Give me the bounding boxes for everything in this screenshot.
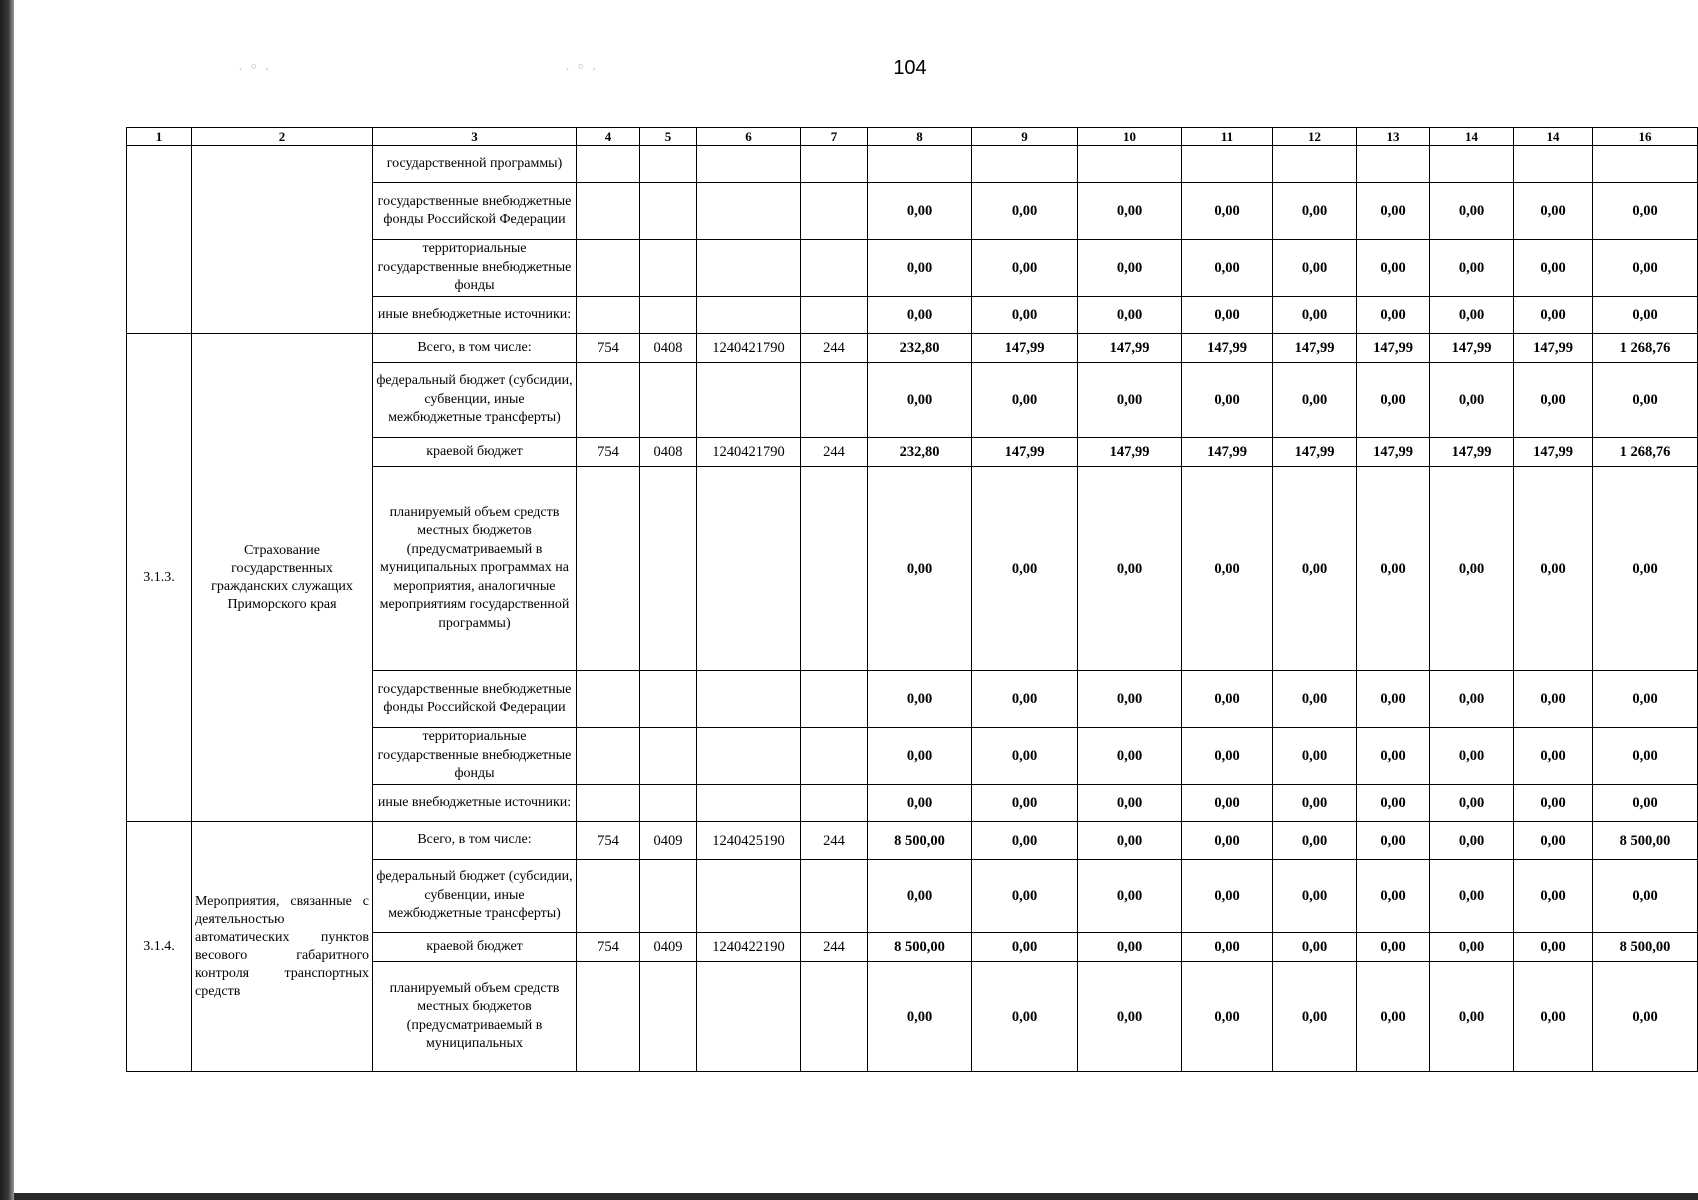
target-article-code bbox=[697, 785, 801, 822]
section-code: 0408 bbox=[640, 438, 697, 467]
amount-cell: 0,00 bbox=[1430, 728, 1514, 785]
amount-cell: 0,00 bbox=[972, 183, 1078, 240]
amount-cell: 0,00 bbox=[1514, 240, 1593, 297]
amount-cell bbox=[1273, 146, 1357, 183]
amount-cell: 0,00 bbox=[1514, 363, 1593, 438]
amount-cell: 147,99 bbox=[1357, 438, 1430, 467]
amount-cell: 0,00 bbox=[972, 240, 1078, 297]
amount-cell: 0,00 bbox=[1357, 363, 1430, 438]
measure-name: Мероприятия, связанные с деятельностью автоматических пунктов весового габаритного контроля транспортных средств bbox=[192, 822, 373, 1072]
target-article-code: 1240421790 bbox=[697, 438, 801, 467]
amount-cell: 0,00 bbox=[1593, 183, 1698, 240]
funding-source: государственные внебюджетные фонды Российской Федерации bbox=[373, 183, 577, 240]
amount-cell: 0,00 bbox=[1078, 467, 1182, 671]
target-article-code: 1240425190 bbox=[697, 822, 801, 860]
amount-cell: 0,00 bbox=[868, 297, 972, 334]
funding-source: краевой бюджет bbox=[373, 933, 577, 962]
column-header: 6 bbox=[697, 128, 801, 146]
amount-cell: 147,99 bbox=[972, 334, 1078, 363]
expense-type-code: 244 bbox=[801, 334, 868, 363]
amount-cell: 0,00 bbox=[1182, 297, 1273, 334]
section-code bbox=[640, 728, 697, 785]
admin-code bbox=[577, 183, 640, 240]
admin-code: 754 bbox=[577, 822, 640, 860]
amount-cell: 0,00 bbox=[1357, 467, 1430, 671]
admin-code bbox=[577, 363, 640, 438]
funding-source: территориальные государственные внебюджетные фонды bbox=[373, 728, 577, 785]
amount-cell bbox=[1078, 146, 1182, 183]
funding-source: федеральный бюджет (субсидии, субвенции, иные межбюджетные трансферты) bbox=[373, 860, 577, 933]
amount-cell: 232,80 bbox=[868, 334, 972, 363]
expense-type-code: 244 bbox=[801, 438, 868, 467]
target-article-code bbox=[697, 363, 801, 438]
amount-cell: 0,00 bbox=[1273, 363, 1357, 438]
amount-cell: 1 268,76 bbox=[1593, 334, 1698, 363]
funding-source: государственной программы) bbox=[373, 146, 577, 183]
column-header: 9 bbox=[972, 128, 1078, 146]
expense-type-code bbox=[801, 297, 868, 334]
target-article-code bbox=[697, 183, 801, 240]
amount-cell bbox=[972, 146, 1078, 183]
amount-cell: 0,00 bbox=[868, 183, 972, 240]
section-code bbox=[640, 467, 697, 671]
amount-cell: 147,99 bbox=[972, 438, 1078, 467]
amount-cell: 8 500,00 bbox=[1593, 933, 1698, 962]
amount-cell: 0,00 bbox=[1273, 785, 1357, 822]
admin-code: 754 bbox=[577, 933, 640, 962]
amount-cell: 0,00 bbox=[1593, 962, 1698, 1072]
section-code bbox=[640, 146, 697, 183]
amount-cell: 0,00 bbox=[1273, 183, 1357, 240]
amount-cell: 0,00 bbox=[972, 467, 1078, 671]
scan-border-bottom bbox=[14, 1193, 1698, 1200]
faint-page-mark: · ° · bbox=[238, 62, 272, 78]
section-code bbox=[640, 962, 697, 1072]
amount-cell: 147,99 bbox=[1273, 438, 1357, 467]
funding-source: краевой бюджет bbox=[373, 438, 577, 467]
amount-cell: 0,00 bbox=[1182, 728, 1273, 785]
amount-cell: 0,00 bbox=[1430, 363, 1514, 438]
expense-type-code bbox=[801, 728, 868, 785]
amount-cell: 0,00 bbox=[1078, 728, 1182, 785]
amount-cell: 0,00 bbox=[1273, 860, 1357, 933]
amount-cell: 0,00 bbox=[1593, 363, 1698, 438]
amount-cell: 0,00 bbox=[1514, 860, 1593, 933]
section-code: 0408 bbox=[640, 334, 697, 363]
row-index: 3.1.3. bbox=[127, 334, 192, 822]
amount-cell: 147,99 bbox=[1078, 334, 1182, 363]
column-header: 1 bbox=[127, 128, 192, 146]
row-index bbox=[127, 146, 192, 334]
amount-cell: 147,99 bbox=[1514, 438, 1593, 467]
admin-code bbox=[577, 962, 640, 1072]
table-row bbox=[127, 822, 1698, 860]
section-code: 0409 bbox=[640, 933, 697, 962]
amount-cell: 0,00 bbox=[1357, 933, 1430, 962]
funding-source: государственные внебюджетные фонды Российской Федерации bbox=[373, 671, 577, 728]
amount-cell: 0,00 bbox=[1078, 933, 1182, 962]
budget-table bbox=[126, 127, 1698, 1072]
amount-cell: 0,00 bbox=[1078, 240, 1182, 297]
section-code bbox=[640, 860, 697, 933]
table-row bbox=[127, 334, 1698, 363]
target-article-code bbox=[697, 728, 801, 785]
amount-cell: 232,80 bbox=[868, 438, 972, 467]
amount-cell: 147,99 bbox=[1514, 334, 1593, 363]
amount-cell: 0,00 bbox=[1182, 671, 1273, 728]
amount-cell: 0,00 bbox=[1357, 962, 1430, 1072]
amount-cell: 0,00 bbox=[1514, 785, 1593, 822]
amount-cell: 1 268,76 bbox=[1593, 438, 1698, 467]
section-code bbox=[640, 671, 697, 728]
column-header: 5 bbox=[640, 128, 697, 146]
column-header: 13 bbox=[1357, 128, 1430, 146]
amount-cell: 0,00 bbox=[1357, 183, 1430, 240]
amount-cell: 0,00 bbox=[1514, 183, 1593, 240]
amount-cell: 0,00 bbox=[1514, 962, 1593, 1072]
amount-cell: 0,00 bbox=[1430, 467, 1514, 671]
target-article-code: 1240421790 bbox=[697, 334, 801, 363]
amount-cell: 8 500,00 bbox=[868, 822, 972, 860]
amount-cell: 0,00 bbox=[1078, 363, 1182, 438]
amount-cell: 0,00 bbox=[1273, 962, 1357, 1072]
amount-cell: 0,00 bbox=[1357, 728, 1430, 785]
amount-cell: 0,00 bbox=[1430, 240, 1514, 297]
amount-cell: 0,00 bbox=[1273, 671, 1357, 728]
amount-cell: 0,00 bbox=[1593, 728, 1698, 785]
amount-cell: 0,00 bbox=[868, 860, 972, 933]
amount-cell bbox=[1182, 146, 1273, 183]
amount-cell: 0,00 bbox=[868, 240, 972, 297]
amount-cell: 0,00 bbox=[1182, 860, 1273, 933]
column-header: 10 bbox=[1078, 128, 1182, 146]
amount-cell: 0,00 bbox=[1514, 933, 1593, 962]
amount-cell: 0,00 bbox=[1078, 860, 1182, 933]
amount-cell: 0,00 bbox=[1182, 785, 1273, 822]
column-header: 14 bbox=[1514, 128, 1593, 146]
amount-cell: 147,99 bbox=[1430, 334, 1514, 363]
admin-code bbox=[577, 240, 640, 297]
expense-type-code bbox=[801, 240, 868, 297]
amount-cell: 0,00 bbox=[1514, 297, 1593, 334]
amount-cell: 0,00 bbox=[1078, 183, 1182, 240]
admin-code: 754 bbox=[577, 438, 640, 467]
amount-cell: 0,00 bbox=[1273, 467, 1357, 671]
amount-cell: 0,00 bbox=[1273, 240, 1357, 297]
amount-cell: 0,00 bbox=[868, 363, 972, 438]
amount-cell: 0,00 bbox=[1430, 933, 1514, 962]
target-article-code bbox=[697, 240, 801, 297]
amount-cell bbox=[1430, 146, 1514, 183]
amount-cell: 0,00 bbox=[1430, 962, 1514, 1072]
expense-type-code bbox=[801, 183, 868, 240]
amount-cell: 0,00 bbox=[1514, 822, 1593, 860]
amount-cell: 0,00 bbox=[1430, 785, 1514, 822]
amount-cell: 0,00 bbox=[868, 467, 972, 671]
faint-page-mark: · ° · bbox=[565, 62, 599, 78]
expense-type-code bbox=[801, 962, 868, 1072]
scan-border-left bbox=[0, 0, 14, 1200]
page-number: 104 bbox=[893, 57, 927, 79]
row-index: 3.1.4. bbox=[127, 822, 192, 1072]
amount-cell: 0,00 bbox=[868, 785, 972, 822]
funding-source: федеральный бюджет (субсидии, субвенции, иные межбюджетные трансферты) bbox=[373, 363, 577, 438]
amount-cell: 0,00 bbox=[1182, 183, 1273, 240]
amount-cell: 0,00 bbox=[868, 728, 972, 785]
amount-cell: 0,00 bbox=[972, 822, 1078, 860]
amount-cell: 0,00 bbox=[1078, 297, 1182, 334]
amount-cell: 0,00 bbox=[868, 962, 972, 1072]
expense-type-code bbox=[801, 671, 868, 728]
amount-cell: 0,00 bbox=[1182, 962, 1273, 1072]
amount-cell: 0,00 bbox=[1357, 822, 1430, 860]
amount-cell: 0,00 bbox=[1430, 860, 1514, 933]
section-code bbox=[640, 240, 697, 297]
amount-cell: 0,00 bbox=[1357, 240, 1430, 297]
amount-cell: 0,00 bbox=[1430, 671, 1514, 728]
admin-code bbox=[577, 671, 640, 728]
amount-cell: 0,00 bbox=[972, 785, 1078, 822]
amount-cell: 0,00 bbox=[972, 728, 1078, 785]
amount-cell: 0,00 bbox=[1593, 671, 1698, 728]
amount-cell: 0,00 bbox=[972, 363, 1078, 438]
amount-cell: 0,00 bbox=[1078, 785, 1182, 822]
column-header: 8 bbox=[868, 128, 972, 146]
column-header: 11 bbox=[1182, 128, 1273, 146]
target-article-code bbox=[697, 860, 801, 933]
amount-cell: 0,00 bbox=[1273, 933, 1357, 962]
admin-code bbox=[577, 785, 640, 822]
column-header: 14 bbox=[1430, 128, 1514, 146]
expense-type-code: 244 bbox=[801, 822, 868, 860]
amount-cell: 0,00 bbox=[1182, 467, 1273, 671]
amount-cell: 0,00 bbox=[1273, 728, 1357, 785]
target-article-code bbox=[697, 962, 801, 1072]
amount-cell bbox=[1593, 146, 1698, 183]
admin-code: 754 bbox=[577, 334, 640, 363]
amount-cell: 0,00 bbox=[972, 297, 1078, 334]
amount-cell: 0,00 bbox=[972, 860, 1078, 933]
admin-code bbox=[577, 297, 640, 334]
expense-type-code bbox=[801, 363, 868, 438]
target-article-code bbox=[697, 671, 801, 728]
amount-cell: 147,99 bbox=[1430, 438, 1514, 467]
amount-cell: 0,00 bbox=[1430, 822, 1514, 860]
amount-cell: 0,00 bbox=[1182, 240, 1273, 297]
amount-cell bbox=[868, 146, 972, 183]
expense-type-code bbox=[801, 785, 868, 822]
target-article-code: 1240422190 bbox=[697, 933, 801, 962]
amount-cell: 0,00 bbox=[1514, 671, 1593, 728]
amount-cell: 0,00 bbox=[1357, 297, 1430, 334]
section-code bbox=[640, 297, 697, 334]
amount-cell: 0,00 bbox=[1078, 671, 1182, 728]
amount-cell: 0,00 bbox=[972, 671, 1078, 728]
funding-source: Всего, в том числе: bbox=[373, 822, 577, 860]
admin-code bbox=[577, 467, 640, 671]
measure-name: Страхование государственных гражданских служащих Приморского края bbox=[192, 334, 373, 822]
table-row bbox=[127, 146, 1698, 183]
amount-cell: 0,00 bbox=[1078, 822, 1182, 860]
funding-source: Всего, в том числе: bbox=[373, 334, 577, 363]
funding-source: территориальные государственные внебюджетные фонды bbox=[373, 240, 577, 297]
header-row bbox=[127, 128, 1698, 146]
expense-type-code bbox=[801, 146, 868, 183]
admin-code bbox=[577, 728, 640, 785]
amount-cell: 0,00 bbox=[1357, 785, 1430, 822]
amount-cell: 0,00 bbox=[1357, 860, 1430, 933]
column-header: 12 bbox=[1273, 128, 1357, 146]
amount-cell: 0,00 bbox=[972, 962, 1078, 1072]
section-code: 0409 bbox=[640, 822, 697, 860]
target-article-code bbox=[697, 297, 801, 334]
column-header: 7 bbox=[801, 128, 868, 146]
admin-code bbox=[577, 146, 640, 183]
target-article-code bbox=[697, 146, 801, 183]
amount-cell: 0,00 bbox=[972, 933, 1078, 962]
amount-cell: 147,99 bbox=[1182, 438, 1273, 467]
measure-name bbox=[192, 146, 373, 334]
amount-cell: 147,99 bbox=[1078, 438, 1182, 467]
column-header: 3 bbox=[373, 128, 577, 146]
admin-code bbox=[577, 860, 640, 933]
amount-cell: 8 500,00 bbox=[1593, 822, 1698, 860]
amount-cell: 0,00 bbox=[1273, 822, 1357, 860]
amount-cell: 147,99 bbox=[1357, 334, 1430, 363]
amount-cell: 0,00 bbox=[1273, 297, 1357, 334]
funding-source: планируемый объем средств местных бюджетов (предусматриваемый в муниципальных bbox=[373, 962, 577, 1072]
amount-cell: 0,00 bbox=[868, 671, 972, 728]
section-code bbox=[640, 785, 697, 822]
expense-type-code: 244 bbox=[801, 933, 868, 962]
column-header: 2 bbox=[192, 128, 373, 146]
amount-cell: 147,99 bbox=[1273, 334, 1357, 363]
amount-cell: 0,00 bbox=[1514, 728, 1593, 785]
amount-cell: 0,00 bbox=[1593, 785, 1698, 822]
expense-type-code bbox=[801, 467, 868, 671]
amount-cell: 0,00 bbox=[1593, 467, 1698, 671]
amount-cell: 8 500,00 bbox=[868, 933, 972, 962]
amount-cell: 0,00 bbox=[1430, 183, 1514, 240]
funding-source: иные внебюджетные источники: bbox=[373, 785, 577, 822]
amount-cell: 0,00 bbox=[1593, 297, 1698, 334]
amount-cell: 147,99 bbox=[1182, 334, 1273, 363]
amount-cell: 0,00 bbox=[1593, 860, 1698, 933]
table-body bbox=[127, 128, 1698, 1072]
column-header: 4 bbox=[577, 128, 640, 146]
amount-cell: 0,00 bbox=[1593, 240, 1698, 297]
section-code bbox=[640, 183, 697, 240]
amount-cell: 0,00 bbox=[1078, 962, 1182, 1072]
amount-cell: 0,00 bbox=[1430, 297, 1514, 334]
amount-cell: 0,00 bbox=[1182, 363, 1273, 438]
amount-cell: 0,00 bbox=[1182, 933, 1273, 962]
section-code bbox=[640, 363, 697, 438]
amount-cell: 0,00 bbox=[1514, 467, 1593, 671]
column-header: 16 bbox=[1593, 128, 1698, 146]
amount-cell bbox=[1514, 146, 1593, 183]
expense-type-code bbox=[801, 860, 868, 933]
amount-cell: 0,00 bbox=[1357, 671, 1430, 728]
target-article-code bbox=[697, 467, 801, 671]
funding-source: иные внебюджетные источники: bbox=[373, 297, 577, 334]
amount-cell bbox=[1357, 146, 1430, 183]
funding-source: планируемый объем средств местных бюджетов (предусматриваемый в муниципальных программах на мероприятия, аналогичные мероприятиям государственной программы) bbox=[373, 467, 577, 671]
amount-cell: 0,00 bbox=[1182, 822, 1273, 860]
